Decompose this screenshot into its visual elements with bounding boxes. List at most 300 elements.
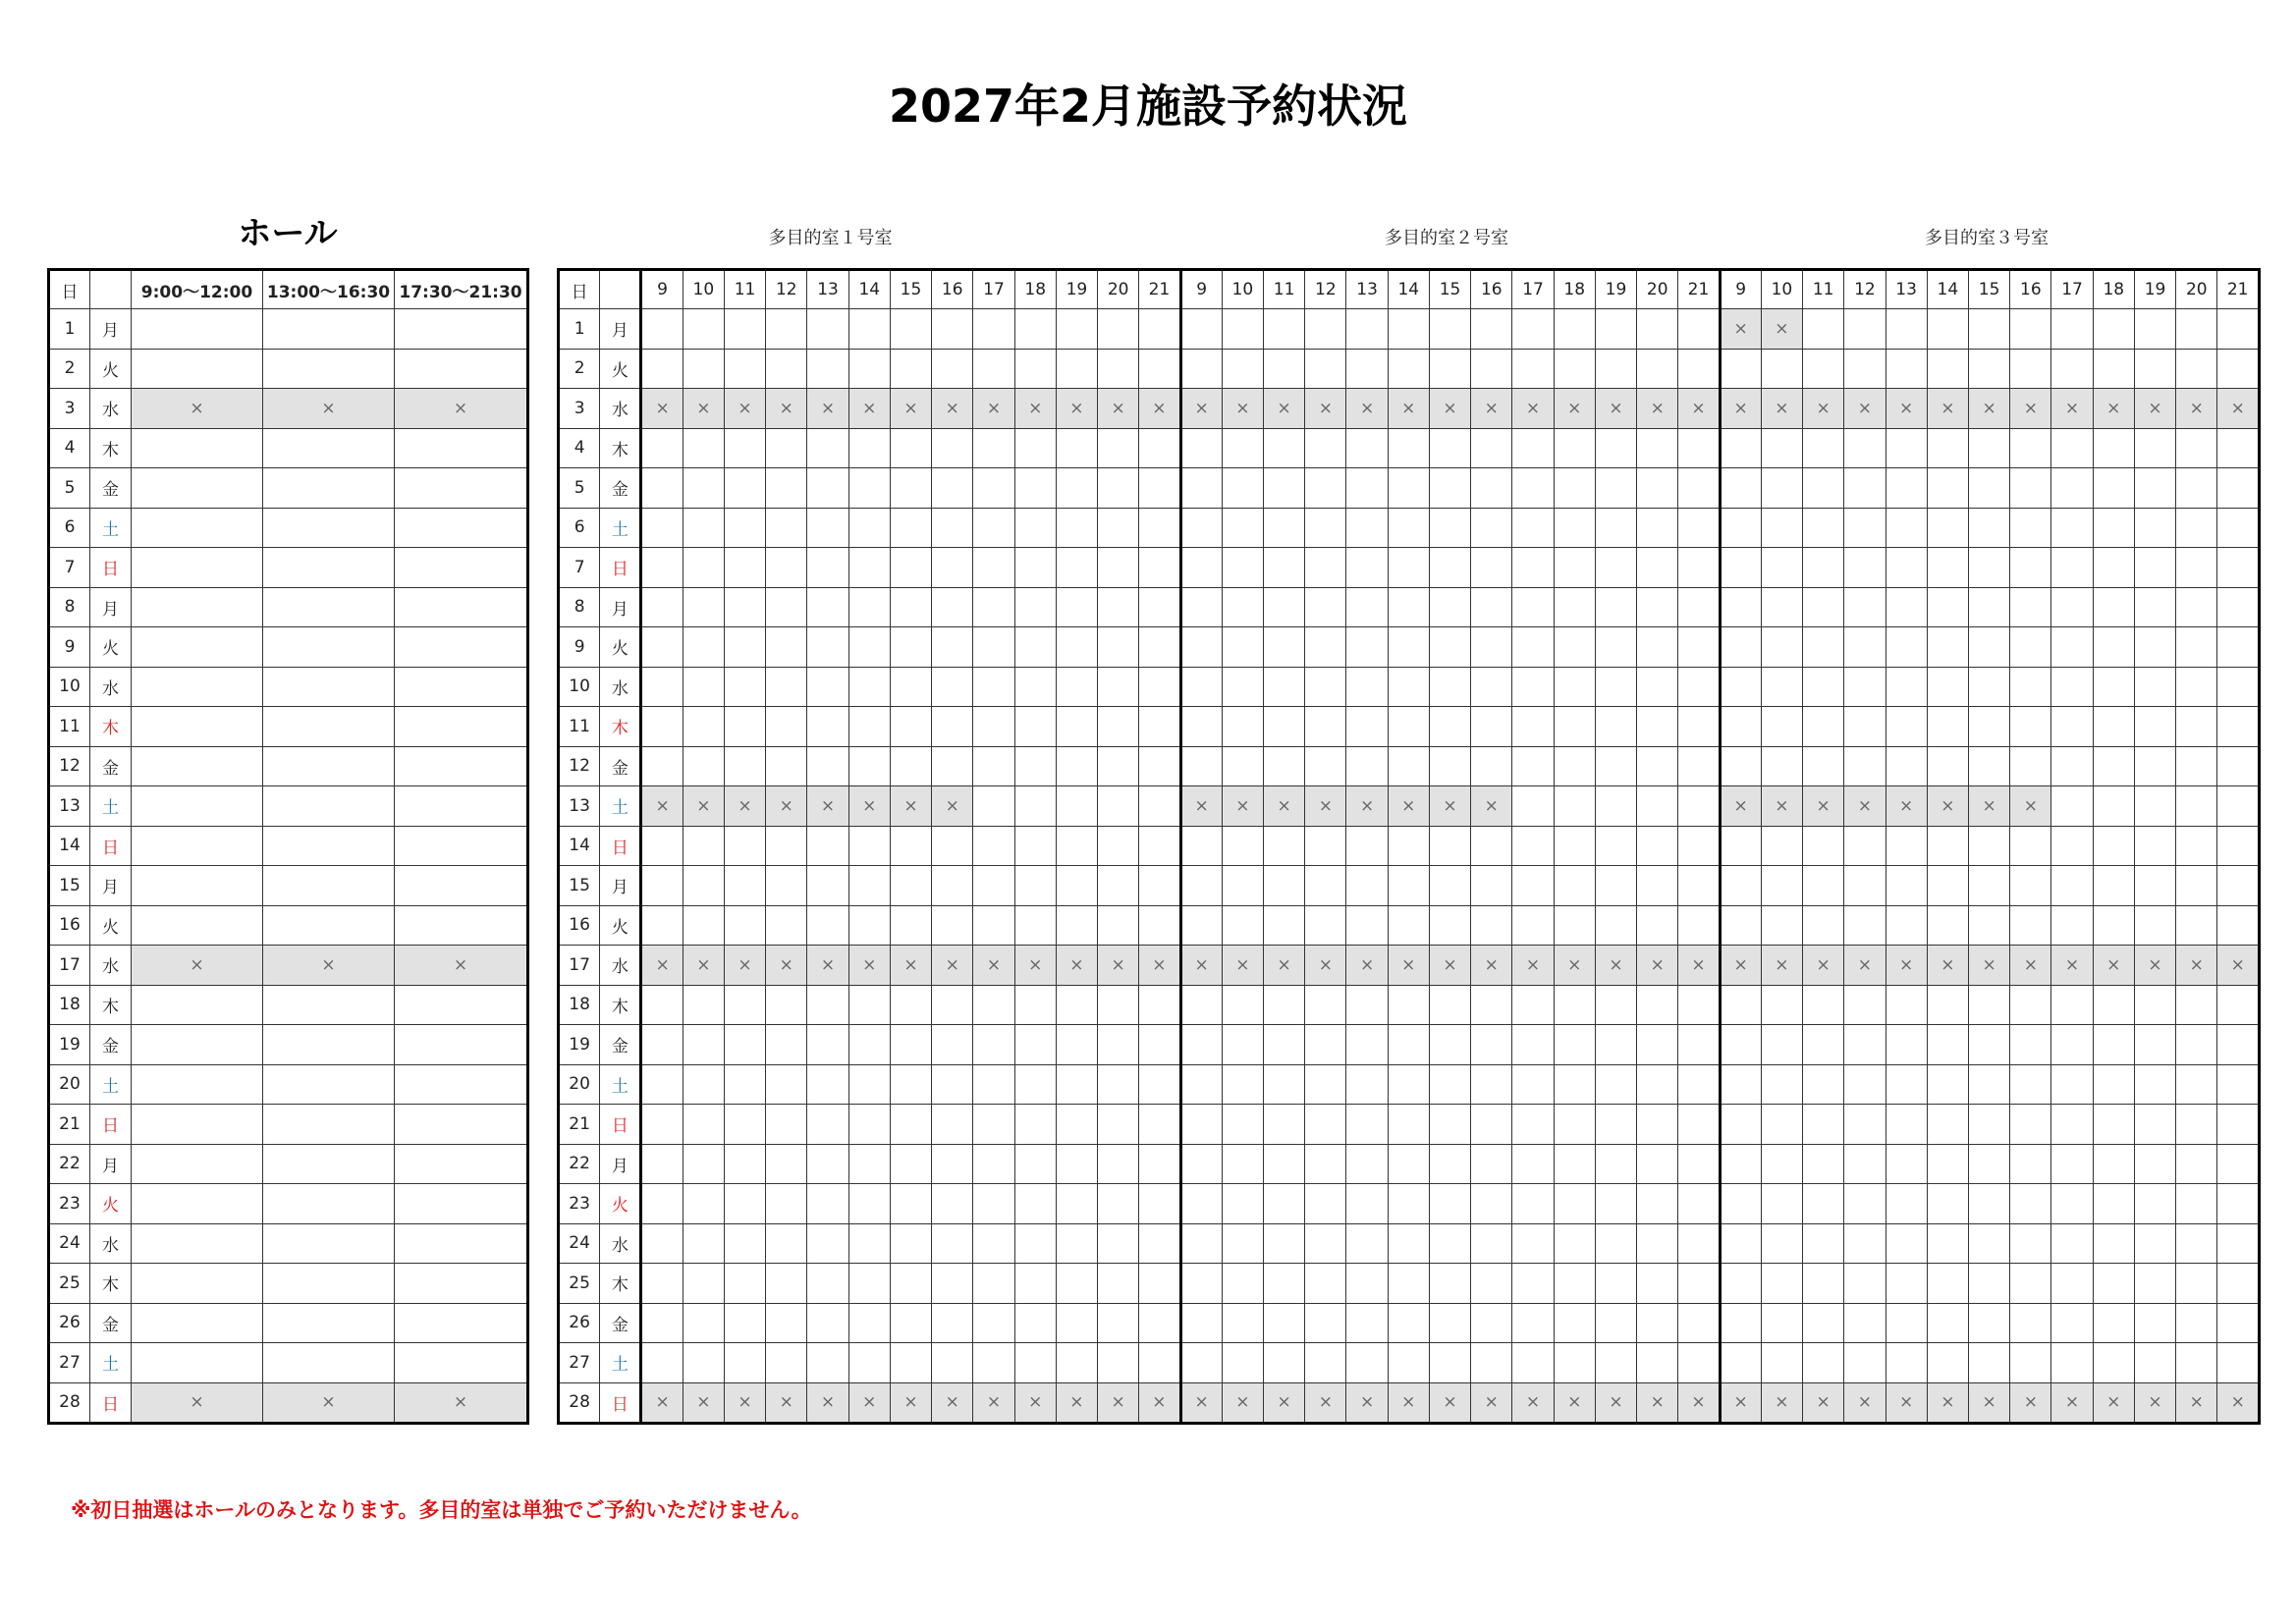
room-3-slot-cell[interactable] xyxy=(1720,1382,1761,1424)
room-3-slot-cell[interactable] xyxy=(1844,587,1886,627)
room-3-slot-cell[interactable] xyxy=(1886,1264,1927,1304)
room-1-slot-cell[interactable] xyxy=(1139,866,1180,906)
room-3-slot-cell[interactable] xyxy=(2176,1184,2217,1224)
room-1-slot-cell[interactable] xyxy=(766,826,807,866)
room-2-slot-cell[interactable] xyxy=(1471,667,1512,707)
room-1-slot-cell[interactable] xyxy=(724,627,765,668)
room-3-slot-cell[interactable] xyxy=(2093,1223,2134,1264)
room-3-slot-cell[interactable] xyxy=(1761,746,1802,786)
room-2-slot-cell[interactable] xyxy=(1222,1025,1263,1065)
room-2-slot-cell[interactable] xyxy=(1429,1303,1470,1343)
room-1-slot-cell[interactable] xyxy=(683,905,724,946)
room-2-slot-cell[interactable] xyxy=(1305,428,1346,468)
room-1-slot-cell[interactable] xyxy=(807,826,848,866)
room-3-slot-cell[interactable] xyxy=(2010,707,2051,747)
room-3-slot-cell[interactable] xyxy=(2093,707,2134,747)
room-2-slot-cell[interactable] xyxy=(1263,866,1304,906)
hall-slot-cell[interactable] xyxy=(263,826,395,866)
room-3-slot-cell[interactable] xyxy=(2217,707,2260,747)
room-2-slot-cell[interactable] xyxy=(1222,309,1263,350)
room-2-slot-cell[interactable] xyxy=(1263,985,1304,1025)
room-1-slot-cell[interactable] xyxy=(1014,309,1056,350)
room-2-slot-cell[interactable] xyxy=(1180,1343,1222,1383)
room-3-slot-cell[interactable] xyxy=(1720,1144,1761,1184)
room-2-slot-cell[interactable] xyxy=(1429,389,1470,429)
room-2-slot-cell[interactable] xyxy=(1346,1105,1388,1145)
room-1-slot-cell[interactable] xyxy=(641,826,683,866)
room-3-slot-cell[interactable] xyxy=(2217,309,2260,350)
room-3-slot-cell[interactable] xyxy=(2051,905,2093,946)
room-1-slot-cell[interactable] xyxy=(1139,1343,1180,1383)
room-1-slot-cell[interactable] xyxy=(766,985,807,1025)
room-2-slot-cell[interactable] xyxy=(1512,1223,1554,1264)
room-1-slot-cell[interactable] xyxy=(724,389,765,429)
room-2-slot-cell[interactable] xyxy=(1595,746,1636,786)
room-2-slot-cell[interactable] xyxy=(1305,349,1346,389)
room-1-slot-cell[interactable] xyxy=(683,1264,724,1304)
room-2-slot-cell[interactable] xyxy=(1346,508,1388,548)
room-3-slot-cell[interactable] xyxy=(2134,985,2175,1025)
hall-slot-cell[interactable] xyxy=(132,309,263,350)
room-2-slot-cell[interactable] xyxy=(1388,548,1429,588)
room-2-slot-cell[interactable] xyxy=(1388,985,1429,1025)
room-1-slot-cell[interactable] xyxy=(973,866,1014,906)
room-1-slot-cell[interactable] xyxy=(848,985,890,1025)
room-3-slot-cell[interactable] xyxy=(1968,627,2009,668)
room-1-slot-cell[interactable] xyxy=(1056,1223,1097,1264)
room-2-slot-cell[interactable] xyxy=(1471,349,1512,389)
room-2-slot-cell[interactable] xyxy=(1388,946,1429,986)
room-3-slot-cell[interactable] xyxy=(1761,1064,1802,1105)
room-1-slot-cell[interactable] xyxy=(683,1144,724,1184)
room-3-slot-cell[interactable] xyxy=(1968,587,2009,627)
room-2-slot-cell[interactable] xyxy=(1222,428,1263,468)
room-2-slot-cell[interactable] xyxy=(1263,1064,1304,1105)
room-1-slot-cell[interactable] xyxy=(1139,905,1180,946)
room-2-slot-cell[interactable] xyxy=(1388,1105,1429,1145)
room-1-slot-cell[interactable] xyxy=(973,985,1014,1025)
room-2-slot-cell[interactable] xyxy=(1554,428,1595,468)
room-3-slot-cell[interactable] xyxy=(1761,866,1802,906)
room-3-slot-cell[interactable] xyxy=(2134,389,2175,429)
room-1-slot-cell[interactable] xyxy=(724,349,765,389)
room-2-slot-cell[interactable] xyxy=(1346,627,1388,668)
room-1-slot-cell[interactable] xyxy=(1014,428,1056,468)
room-3-slot-cell[interactable] xyxy=(1720,1343,1761,1383)
room-3-slot-cell[interactable] xyxy=(1968,946,2009,986)
room-2-slot-cell[interactable] xyxy=(1222,1184,1263,1224)
room-1-slot-cell[interactable] xyxy=(1056,1303,1097,1343)
room-1-slot-cell[interactable] xyxy=(973,1025,1014,1065)
hall-slot-cell[interactable] xyxy=(132,428,263,468)
room-3-slot-cell[interactable] xyxy=(2093,826,2134,866)
room-1-slot-cell[interactable] xyxy=(1014,1303,1056,1343)
room-2-slot-cell[interactable] xyxy=(1346,905,1388,946)
room-1-slot-cell[interactable] xyxy=(890,667,931,707)
room-2-slot-cell[interactable] xyxy=(1595,786,1636,827)
room-3-slot-cell[interactable] xyxy=(1886,707,1927,747)
room-3-slot-cell[interactable] xyxy=(2217,667,2260,707)
room-1-slot-cell[interactable] xyxy=(1056,707,1097,747)
room-1-slot-cell[interactable] xyxy=(1098,786,1139,827)
hall-slot-cell[interactable] xyxy=(395,428,528,468)
room-1-slot-cell[interactable] xyxy=(1014,389,1056,429)
room-2-slot-cell[interactable] xyxy=(1305,985,1346,1025)
room-2-slot-cell[interactable] xyxy=(1512,826,1554,866)
room-3-slot-cell[interactable] xyxy=(2134,1025,2175,1065)
room-1-slot-cell[interactable] xyxy=(932,309,973,350)
hall-slot-cell[interactable] xyxy=(263,309,395,350)
room-2-slot-cell[interactable] xyxy=(1429,508,1470,548)
room-3-slot-cell[interactable] xyxy=(1720,1025,1761,1065)
room-1-slot-cell[interactable] xyxy=(807,1025,848,1065)
room-1-slot-cell[interactable] xyxy=(766,707,807,747)
room-2-slot-cell[interactable] xyxy=(1512,1144,1554,1184)
room-1-slot-cell[interactable] xyxy=(848,826,890,866)
room-2-slot-cell[interactable] xyxy=(1678,1144,1720,1184)
room-3-slot-cell[interactable] xyxy=(2051,428,2093,468)
room-3-slot-cell[interactable] xyxy=(2010,1105,2051,1145)
room-3-slot-cell[interactable] xyxy=(2176,667,2217,707)
room-2-slot-cell[interactable] xyxy=(1222,985,1263,1025)
hall-slot-cell[interactable] xyxy=(263,508,395,548)
room-3-slot-cell[interactable] xyxy=(2134,1264,2175,1304)
room-2-slot-cell[interactable] xyxy=(1471,627,1512,668)
room-3-slot-cell[interactable] xyxy=(1968,468,2009,509)
room-2-slot-cell[interactable] xyxy=(1346,309,1388,350)
room-1-slot-cell[interactable] xyxy=(932,468,973,509)
hall-slot-cell[interactable] xyxy=(132,1264,263,1304)
room-3-slot-cell[interactable] xyxy=(2176,905,2217,946)
room-2-slot-cell[interactable] xyxy=(1512,1025,1554,1065)
hall-slot-cell[interactable] xyxy=(395,468,528,509)
room-3-slot-cell[interactable] xyxy=(1927,627,1968,668)
room-3-slot-cell[interactable] xyxy=(1761,985,1802,1025)
hall-slot-cell[interactable] xyxy=(132,1105,263,1145)
room-1-slot-cell[interactable] xyxy=(890,1144,931,1184)
room-2-slot-cell[interactable] xyxy=(1595,826,1636,866)
room-1-slot-cell[interactable] xyxy=(807,349,848,389)
room-2-slot-cell[interactable] xyxy=(1471,1105,1512,1145)
room-1-slot-cell[interactable] xyxy=(641,1105,683,1145)
room-2-slot-cell[interactable] xyxy=(1595,985,1636,1025)
room-1-slot-cell[interactable] xyxy=(683,468,724,509)
room-1-slot-cell[interactable] xyxy=(973,1184,1014,1224)
room-1-slot-cell[interactable] xyxy=(1139,508,1180,548)
room-2-slot-cell[interactable] xyxy=(1512,946,1554,986)
hall-slot-cell[interactable] xyxy=(263,1223,395,1264)
room-2-slot-cell[interactable] xyxy=(1637,1144,1678,1184)
room-2-slot-cell[interactable] xyxy=(1222,627,1263,668)
room-2-slot-cell[interactable] xyxy=(1305,548,1346,588)
room-1-slot-cell[interactable] xyxy=(724,1343,765,1383)
room-2-slot-cell[interactable] xyxy=(1637,468,1678,509)
room-1-slot-cell[interactable] xyxy=(932,428,973,468)
room-2-slot-cell[interactable] xyxy=(1637,349,1678,389)
room-2-slot-cell[interactable] xyxy=(1637,627,1678,668)
room-3-slot-cell[interactable] xyxy=(2217,1264,2260,1304)
room-1-slot-cell[interactable] xyxy=(724,1105,765,1145)
hall-slot-cell[interactable] xyxy=(132,1064,263,1105)
room-3-slot-cell[interactable] xyxy=(1803,1025,1844,1065)
room-1-slot-cell[interactable] xyxy=(724,1223,765,1264)
room-1-slot-cell[interactable] xyxy=(1139,548,1180,588)
room-3-slot-cell[interactable] xyxy=(1844,508,1886,548)
room-3-slot-cell[interactable] xyxy=(2010,468,2051,509)
room-3-slot-cell[interactable] xyxy=(2051,667,2093,707)
room-3-slot-cell[interactable] xyxy=(1720,309,1761,350)
room-3-slot-cell[interactable] xyxy=(2217,826,2260,866)
room-1-slot-cell[interactable] xyxy=(932,1303,973,1343)
room-2-slot-cell[interactable] xyxy=(1222,508,1263,548)
hall-slot-cell[interactable] xyxy=(132,1223,263,1264)
room-3-slot-cell[interactable] xyxy=(1803,905,1844,946)
room-1-slot-cell[interactable] xyxy=(724,548,765,588)
hall-slot-cell[interactable] xyxy=(263,946,395,986)
room-2-slot-cell[interactable] xyxy=(1512,985,1554,1025)
room-1-slot-cell[interactable] xyxy=(766,786,807,827)
room-1-slot-cell[interactable] xyxy=(807,587,848,627)
room-3-slot-cell[interactable] xyxy=(2010,866,2051,906)
room-1-slot-cell[interactable] xyxy=(890,587,931,627)
room-2-slot-cell[interactable] xyxy=(1305,389,1346,429)
room-1-slot-cell[interactable] xyxy=(1056,309,1097,350)
room-2-slot-cell[interactable] xyxy=(1180,1105,1222,1145)
room-2-slot-cell[interactable] xyxy=(1678,1264,1720,1304)
room-1-slot-cell[interactable] xyxy=(641,1382,683,1424)
room-1-slot-cell[interactable] xyxy=(641,667,683,707)
room-1-slot-cell[interactable] xyxy=(932,389,973,429)
room-2-slot-cell[interactable] xyxy=(1346,468,1388,509)
room-1-slot-cell[interactable] xyxy=(848,1105,890,1145)
room-1-slot-cell[interactable] xyxy=(848,946,890,986)
room-3-slot-cell[interactable] xyxy=(1761,826,1802,866)
room-2-slot-cell[interactable] xyxy=(1346,548,1388,588)
room-2-slot-cell[interactable] xyxy=(1263,1184,1304,1224)
room-3-slot-cell[interactable] xyxy=(2217,1144,2260,1184)
room-2-slot-cell[interactable] xyxy=(1678,309,1720,350)
room-3-slot-cell[interactable] xyxy=(2093,468,2134,509)
hall-slot-cell[interactable] xyxy=(395,1144,528,1184)
room-1-slot-cell[interactable] xyxy=(1014,786,1056,827)
room-3-slot-cell[interactable] xyxy=(1968,349,2009,389)
room-2-slot-cell[interactable] xyxy=(1346,1303,1388,1343)
room-3-slot-cell[interactable] xyxy=(1720,1105,1761,1145)
room-3-slot-cell[interactable] xyxy=(2051,349,2093,389)
hall-slot-cell[interactable] xyxy=(263,667,395,707)
room-3-slot-cell[interactable] xyxy=(2051,587,2093,627)
room-2-slot-cell[interactable] xyxy=(1595,1264,1636,1304)
room-1-slot-cell[interactable] xyxy=(1056,985,1097,1025)
room-2-slot-cell[interactable] xyxy=(1180,786,1222,827)
room-1-slot-cell[interactable] xyxy=(1139,826,1180,866)
room-2-slot-cell[interactable] xyxy=(1346,985,1388,1025)
room-2-slot-cell[interactable] xyxy=(1637,667,1678,707)
room-2-slot-cell[interactable] xyxy=(1471,1303,1512,1343)
hall-slot-cell[interactable] xyxy=(395,1223,528,1264)
room-2-slot-cell[interactable] xyxy=(1388,1184,1429,1224)
room-3-slot-cell[interactable] xyxy=(1968,786,2009,827)
room-3-slot-cell[interactable] xyxy=(2051,1264,2093,1304)
room-2-slot-cell[interactable] xyxy=(1471,1025,1512,1065)
room-3-slot-cell[interactable] xyxy=(2010,746,2051,786)
room-1-slot-cell[interactable] xyxy=(890,627,931,668)
room-3-slot-cell[interactable] xyxy=(1761,707,1802,747)
room-1-slot-cell[interactable] xyxy=(848,1303,890,1343)
hall-slot-cell[interactable] xyxy=(395,985,528,1025)
room-2-slot-cell[interactable] xyxy=(1595,1144,1636,1184)
room-2-slot-cell[interactable] xyxy=(1429,905,1470,946)
room-1-slot-cell[interactable] xyxy=(848,1343,890,1383)
room-1-slot-cell[interactable] xyxy=(1098,627,1139,668)
room-2-slot-cell[interactable] xyxy=(1554,786,1595,827)
room-1-slot-cell[interactable] xyxy=(1139,349,1180,389)
room-3-slot-cell[interactable] xyxy=(2176,349,2217,389)
room-2-slot-cell[interactable] xyxy=(1471,985,1512,1025)
room-1-slot-cell[interactable] xyxy=(766,1382,807,1424)
room-2-slot-cell[interactable] xyxy=(1471,428,1512,468)
room-1-slot-cell[interactable] xyxy=(724,468,765,509)
room-2-slot-cell[interactable] xyxy=(1512,627,1554,668)
room-1-slot-cell[interactable] xyxy=(724,707,765,747)
room-3-slot-cell[interactable] xyxy=(2176,468,2217,509)
room-2-slot-cell[interactable] xyxy=(1678,707,1720,747)
room-2-slot-cell[interactable] xyxy=(1512,587,1554,627)
room-1-slot-cell[interactable] xyxy=(1014,905,1056,946)
room-3-slot-cell[interactable] xyxy=(1720,667,1761,707)
room-1-slot-cell[interactable] xyxy=(848,548,890,588)
room-2-slot-cell[interactable] xyxy=(1180,667,1222,707)
room-3-slot-cell[interactable] xyxy=(1720,1264,1761,1304)
room-1-slot-cell[interactable] xyxy=(683,1025,724,1065)
room-2-slot-cell[interactable] xyxy=(1512,707,1554,747)
room-3-slot-cell[interactable] xyxy=(2010,1343,2051,1383)
room-1-slot-cell[interactable] xyxy=(1056,1144,1097,1184)
room-1-slot-cell[interactable] xyxy=(973,905,1014,946)
room-1-slot-cell[interactable] xyxy=(932,548,973,588)
room-2-slot-cell[interactable] xyxy=(1222,946,1263,986)
room-2-slot-cell[interactable] xyxy=(1429,1184,1470,1224)
room-2-slot-cell[interactable] xyxy=(1429,1144,1470,1184)
room-1-slot-cell[interactable] xyxy=(890,468,931,509)
room-3-slot-cell[interactable] xyxy=(2093,508,2134,548)
room-3-slot-cell[interactable] xyxy=(1720,627,1761,668)
hall-slot-cell[interactable] xyxy=(132,468,263,509)
room-2-slot-cell[interactable] xyxy=(1595,389,1636,429)
room-2-slot-cell[interactable] xyxy=(1429,428,1470,468)
room-3-slot-cell[interactable] xyxy=(2093,746,2134,786)
room-1-slot-cell[interactable] xyxy=(1139,946,1180,986)
room-3-slot-cell[interactable] xyxy=(1968,1025,2009,1065)
room-3-slot-cell[interactable] xyxy=(1968,548,2009,588)
room-1-slot-cell[interactable] xyxy=(1056,826,1097,866)
room-1-slot-cell[interactable] xyxy=(932,1223,973,1264)
room-2-slot-cell[interactable] xyxy=(1471,786,1512,827)
room-3-slot-cell[interactable] xyxy=(2134,866,2175,906)
room-1-slot-cell[interactable] xyxy=(890,786,931,827)
room-2-slot-cell[interactable] xyxy=(1388,1144,1429,1184)
room-3-slot-cell[interactable] xyxy=(2176,1382,2217,1424)
room-1-slot-cell[interactable] xyxy=(807,1064,848,1105)
room-2-slot-cell[interactable] xyxy=(1471,468,1512,509)
room-1-slot-cell[interactable] xyxy=(1014,627,1056,668)
room-3-slot-cell[interactable] xyxy=(1886,866,1927,906)
room-3-slot-cell[interactable] xyxy=(1927,1343,1968,1383)
room-2-slot-cell[interactable] xyxy=(1222,468,1263,509)
room-2-slot-cell[interactable] xyxy=(1554,1184,1595,1224)
room-3-slot-cell[interactable] xyxy=(1886,905,1927,946)
room-3-slot-cell[interactable] xyxy=(2217,985,2260,1025)
room-1-slot-cell[interactable] xyxy=(724,1144,765,1184)
room-2-slot-cell[interactable] xyxy=(1305,1303,1346,1343)
room-2-slot-cell[interactable] xyxy=(1429,667,1470,707)
room-1-slot-cell[interactable] xyxy=(848,1025,890,1065)
hall-slot-cell[interactable] xyxy=(132,1343,263,1383)
room-1-slot-cell[interactable] xyxy=(1014,548,1056,588)
room-1-slot-cell[interactable] xyxy=(724,905,765,946)
hall-slot-cell[interactable] xyxy=(132,349,263,389)
room-2-slot-cell[interactable] xyxy=(1305,1184,1346,1224)
room-2-slot-cell[interactable] xyxy=(1678,667,1720,707)
room-3-slot-cell[interactable] xyxy=(1844,786,1886,827)
room-1-slot-cell[interactable] xyxy=(848,468,890,509)
room-1-slot-cell[interactable] xyxy=(1139,1184,1180,1224)
room-2-slot-cell[interactable] xyxy=(1512,1264,1554,1304)
room-1-slot-cell[interactable] xyxy=(683,826,724,866)
room-3-slot-cell[interactable] xyxy=(2093,1064,2134,1105)
room-3-slot-cell[interactable] xyxy=(1927,1025,1968,1065)
room-3-slot-cell[interactable] xyxy=(1886,746,1927,786)
room-1-slot-cell[interactable] xyxy=(1098,667,1139,707)
room-1-slot-cell[interactable] xyxy=(807,866,848,906)
room-2-slot-cell[interactable] xyxy=(1180,1303,1222,1343)
room-2-slot-cell[interactable] xyxy=(1637,1105,1678,1145)
room-2-slot-cell[interactable] xyxy=(1346,746,1388,786)
room-1-slot-cell[interactable] xyxy=(932,508,973,548)
room-3-slot-cell[interactable] xyxy=(1761,428,1802,468)
room-2-slot-cell[interactable] xyxy=(1595,866,1636,906)
room-1-slot-cell[interactable] xyxy=(807,389,848,429)
room-1-slot-cell[interactable] xyxy=(1014,1064,1056,1105)
room-1-slot-cell[interactable] xyxy=(1098,826,1139,866)
room-3-slot-cell[interactable] xyxy=(1844,1303,1886,1343)
room-2-slot-cell[interactable] xyxy=(1222,349,1263,389)
room-1-slot-cell[interactable] xyxy=(807,905,848,946)
room-1-slot-cell[interactable] xyxy=(973,1303,1014,1343)
room-2-slot-cell[interactable] xyxy=(1678,1223,1720,1264)
room-1-slot-cell[interactable] xyxy=(766,389,807,429)
hall-slot-cell[interactable] xyxy=(263,866,395,906)
room-2-slot-cell[interactable] xyxy=(1429,349,1470,389)
room-1-slot-cell[interactable] xyxy=(724,667,765,707)
room-3-slot-cell[interactable] xyxy=(1968,1064,2009,1105)
room-2-slot-cell[interactable] xyxy=(1512,548,1554,588)
room-1-slot-cell[interactable] xyxy=(1014,587,1056,627)
room-1-slot-cell[interactable] xyxy=(973,1105,1014,1145)
room-2-slot-cell[interactable] xyxy=(1263,1303,1304,1343)
room-1-slot-cell[interactable] xyxy=(1139,746,1180,786)
room-2-slot-cell[interactable] xyxy=(1263,548,1304,588)
room-3-slot-cell[interactable] xyxy=(2134,627,2175,668)
room-2-slot-cell[interactable] xyxy=(1471,866,1512,906)
room-3-slot-cell[interactable] xyxy=(2176,826,2217,866)
room-3-slot-cell[interactable] xyxy=(1968,1105,2009,1145)
room-2-slot-cell[interactable] xyxy=(1180,349,1222,389)
room-1-slot-cell[interactable] xyxy=(1014,946,1056,986)
room-1-slot-cell[interactable] xyxy=(724,826,765,866)
room-1-slot-cell[interactable] xyxy=(807,548,848,588)
hall-slot-cell[interactable] xyxy=(395,1184,528,1224)
